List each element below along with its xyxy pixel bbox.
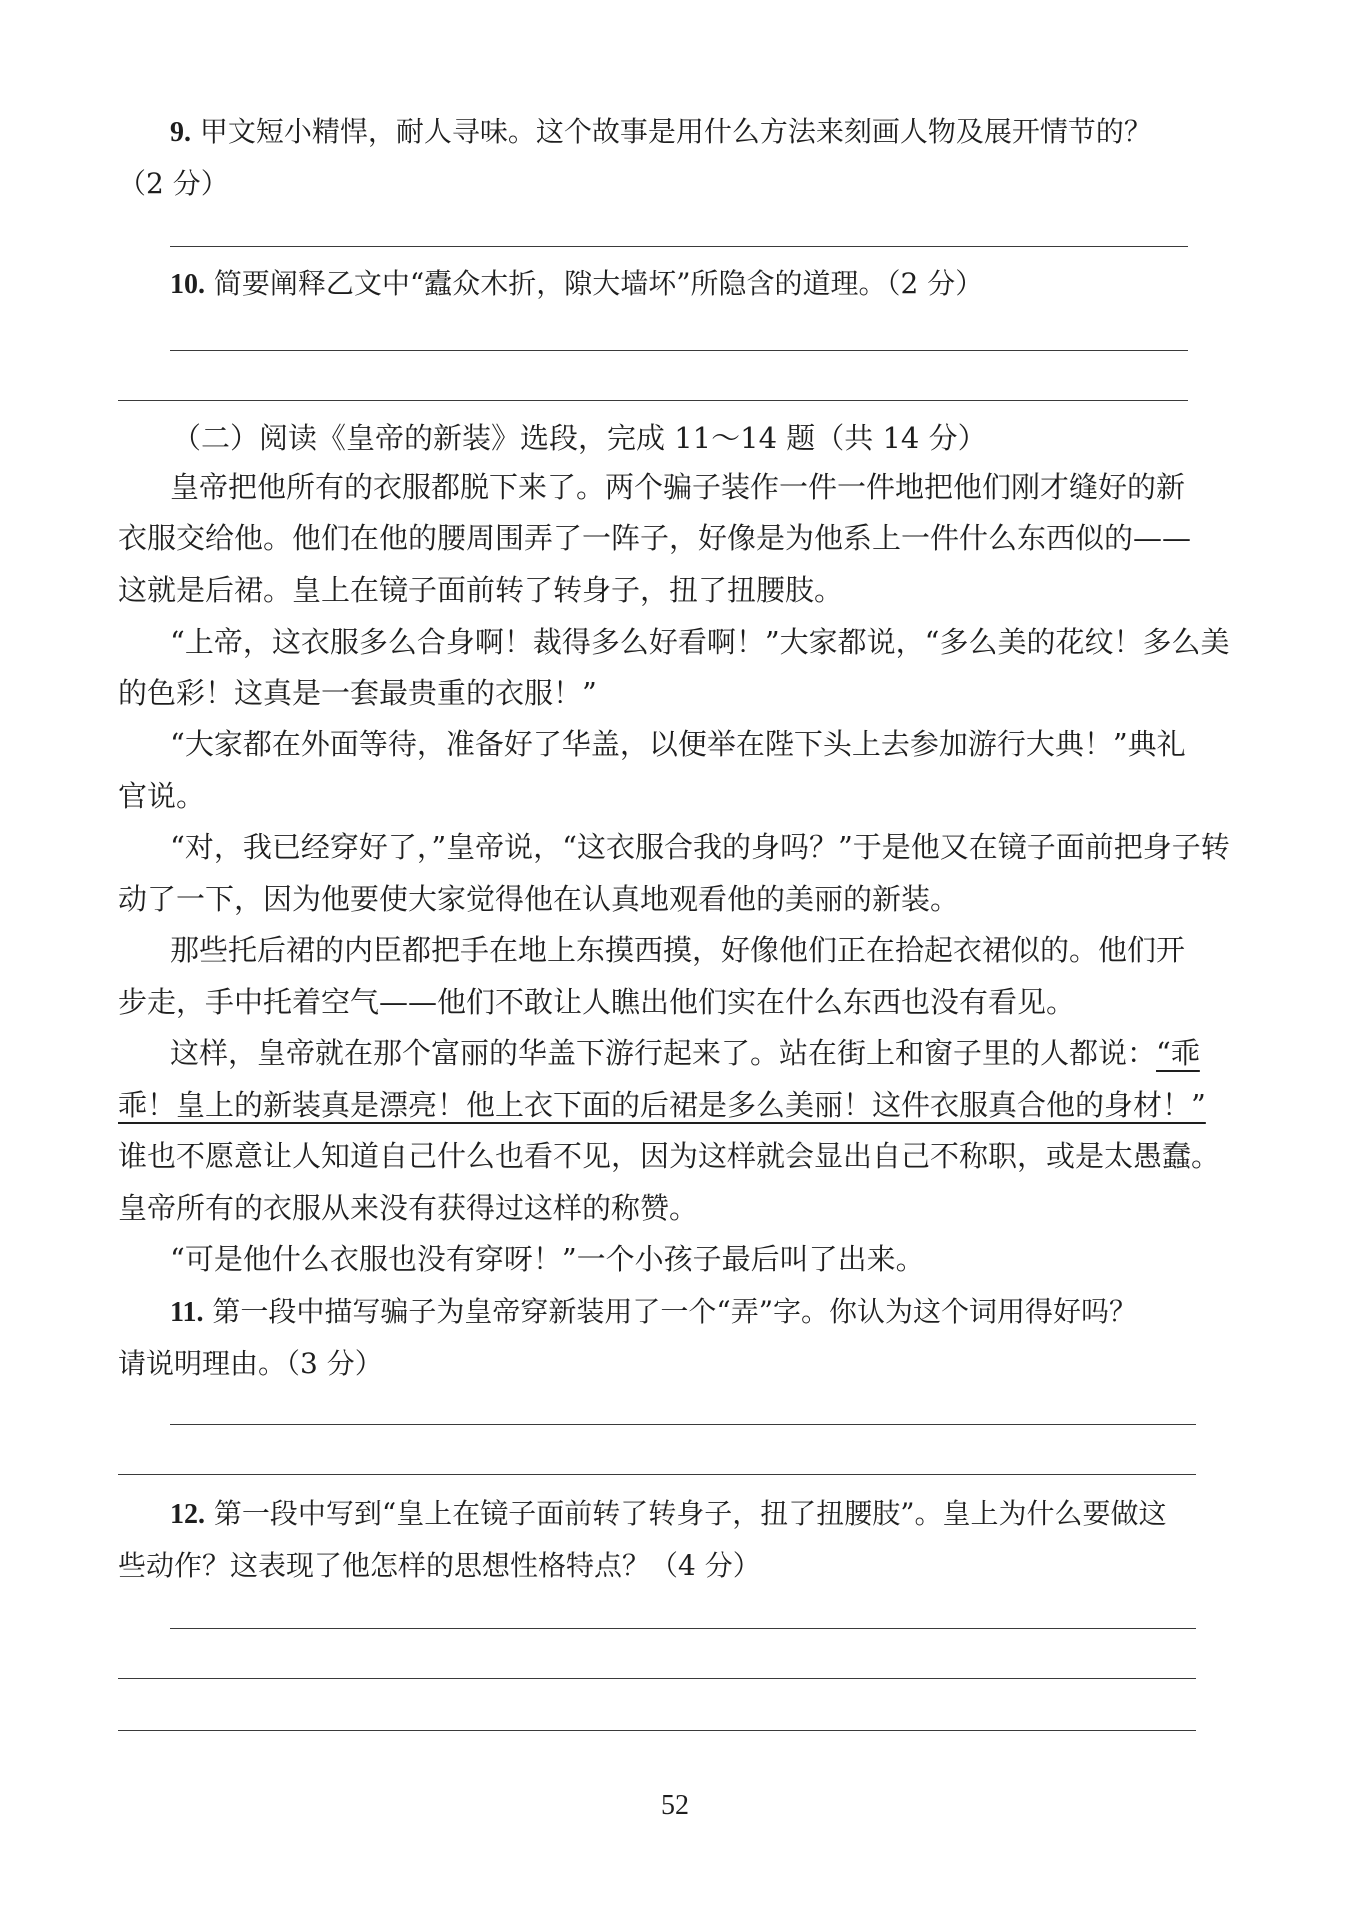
- answer-line[interactable]: [118, 1678, 1196, 1679]
- question-text: 第一段中写到“皇上在镜子面前转了转身子，扭了扭腰肢”。皇上为什么要做这: [213, 1497, 1167, 1530]
- answer-line[interactable]: [118, 1730, 1196, 1731]
- passage-line: [170, 1033, 1250, 1073]
- question-11-cont: 请说明理由。（3 分）: [118, 1347, 383, 1380]
- question-10: [170, 264, 1250, 305]
- passage-line: 的色彩！这真是一套最贵重的衣服！”: [118, 676, 597, 710]
- answer-line[interactable]: [118, 400, 1188, 401]
- passage-line: 这就是后裙。皇上在镜子面前转了转身子，扭了扭腰肢。: [118, 573, 844, 607]
- question-text: 甲文短小精悍，耐人寻味。这个故事是用什么方法来刻画人物及展开情节的？: [199, 115, 1152, 148]
- passage-line: “大家都在外面等待，准备好了华盖，以便举在陛下头上去参加游行大典！”典礼: [170, 727, 1186, 761]
- answer-line[interactable]: [170, 246, 1188, 247]
- question-text: 简要阐释乙文中“蠹众木折，隙大墙坏”所隐含的道理。（2 分）: [213, 267, 984, 300]
- underlined-text: “乖: [1156, 1036, 1200, 1070]
- passage-text: 这样，皇帝就在那个富丽的华盖下游行起来了。站在街上和窗子里的人都说：: [170, 1036, 1157, 1070]
- question-number: 10.: [170, 269, 205, 300]
- passage-line: “上帝，这衣服多么合身啊！裁得多么好看啊！”大家都说，“多么美的花纹！多么美: [170, 625, 1230, 659]
- question-number: 12.: [170, 1499, 205, 1530]
- passage-line: 动了一下，因为他要使大家觉得他在认真地观看他的美丽的新装。: [118, 882, 960, 916]
- passage-line: 官说。: [118, 779, 206, 813]
- question-text: 第一段中描写骗子为皇帝穿新装用了一个“弄”字。你认为这个词用得好吗？: [212, 1295, 1138, 1328]
- passage-line: “对，我已经穿好了，”皇帝说，“这衣服合我的身吗？”于是他又在镜子面前把身子转: [170, 830, 1230, 864]
- question-11: [170, 1292, 1250, 1333]
- question-number: 11.: [170, 1297, 204, 1328]
- passage-line: “可是他什么衣服也没有穿呀！”一个小孩子最后叫了出来。: [170, 1242, 925, 1276]
- passage-line: 谁也不愿意让人知道自己什么也看不见，因为这样就会显出自己不称职，或是太愚蠢。: [118, 1139, 1221, 1173]
- passage-line: 步走，手中托着空气——他们不敢让人瞧出他们实在什么东西也没有看见。: [118, 985, 1076, 1019]
- question-number: 9.: [170, 117, 191, 148]
- question-12: [170, 1494, 1250, 1535]
- answer-line[interactable]: [170, 1628, 1196, 1629]
- section-heading: （二）阅读《皇帝的新装》选段，完成 11～14 题（共 14 分）: [172, 421, 987, 455]
- answer-line[interactable]: [118, 1474, 1196, 1475]
- question-9: [170, 112, 1250, 153]
- answer-line[interactable]: [170, 1424, 1196, 1425]
- underlined-text: 乖！皇上的新装真是漂亮！他上衣下面的后裙是多么美丽！这件衣服真合他的身材！”: [118, 1088, 1206, 1122]
- question-9-score: （2 分）: [118, 167, 229, 200]
- passage-line: 皇帝把他所有的衣服都脱下来了。两个骗子装作一件一件地把他们刚才缝好的新: [170, 470, 1186, 504]
- passage-line: 皇帝所有的衣服从来没有获得过这样的称赞。: [118, 1191, 699, 1225]
- page-number: 52: [661, 1790, 689, 1821]
- passage-line: 那些托后裙的内臣都把手在地上东摸西摸，好像他们正在拾起衣裙似的。他们开: [170, 933, 1186, 967]
- answer-line[interactable]: [170, 350, 1188, 351]
- passage-line: [118, 1085, 1206, 1125]
- question-12-cont: 些动作？这表现了他怎样的思想性格特点？（4 分）: [118, 1549, 761, 1582]
- passage-line: 衣服交给他。他们在他的腰周围弄了一阵子，好像是为他系上一件什么东西似的——: [118, 521, 1192, 555]
